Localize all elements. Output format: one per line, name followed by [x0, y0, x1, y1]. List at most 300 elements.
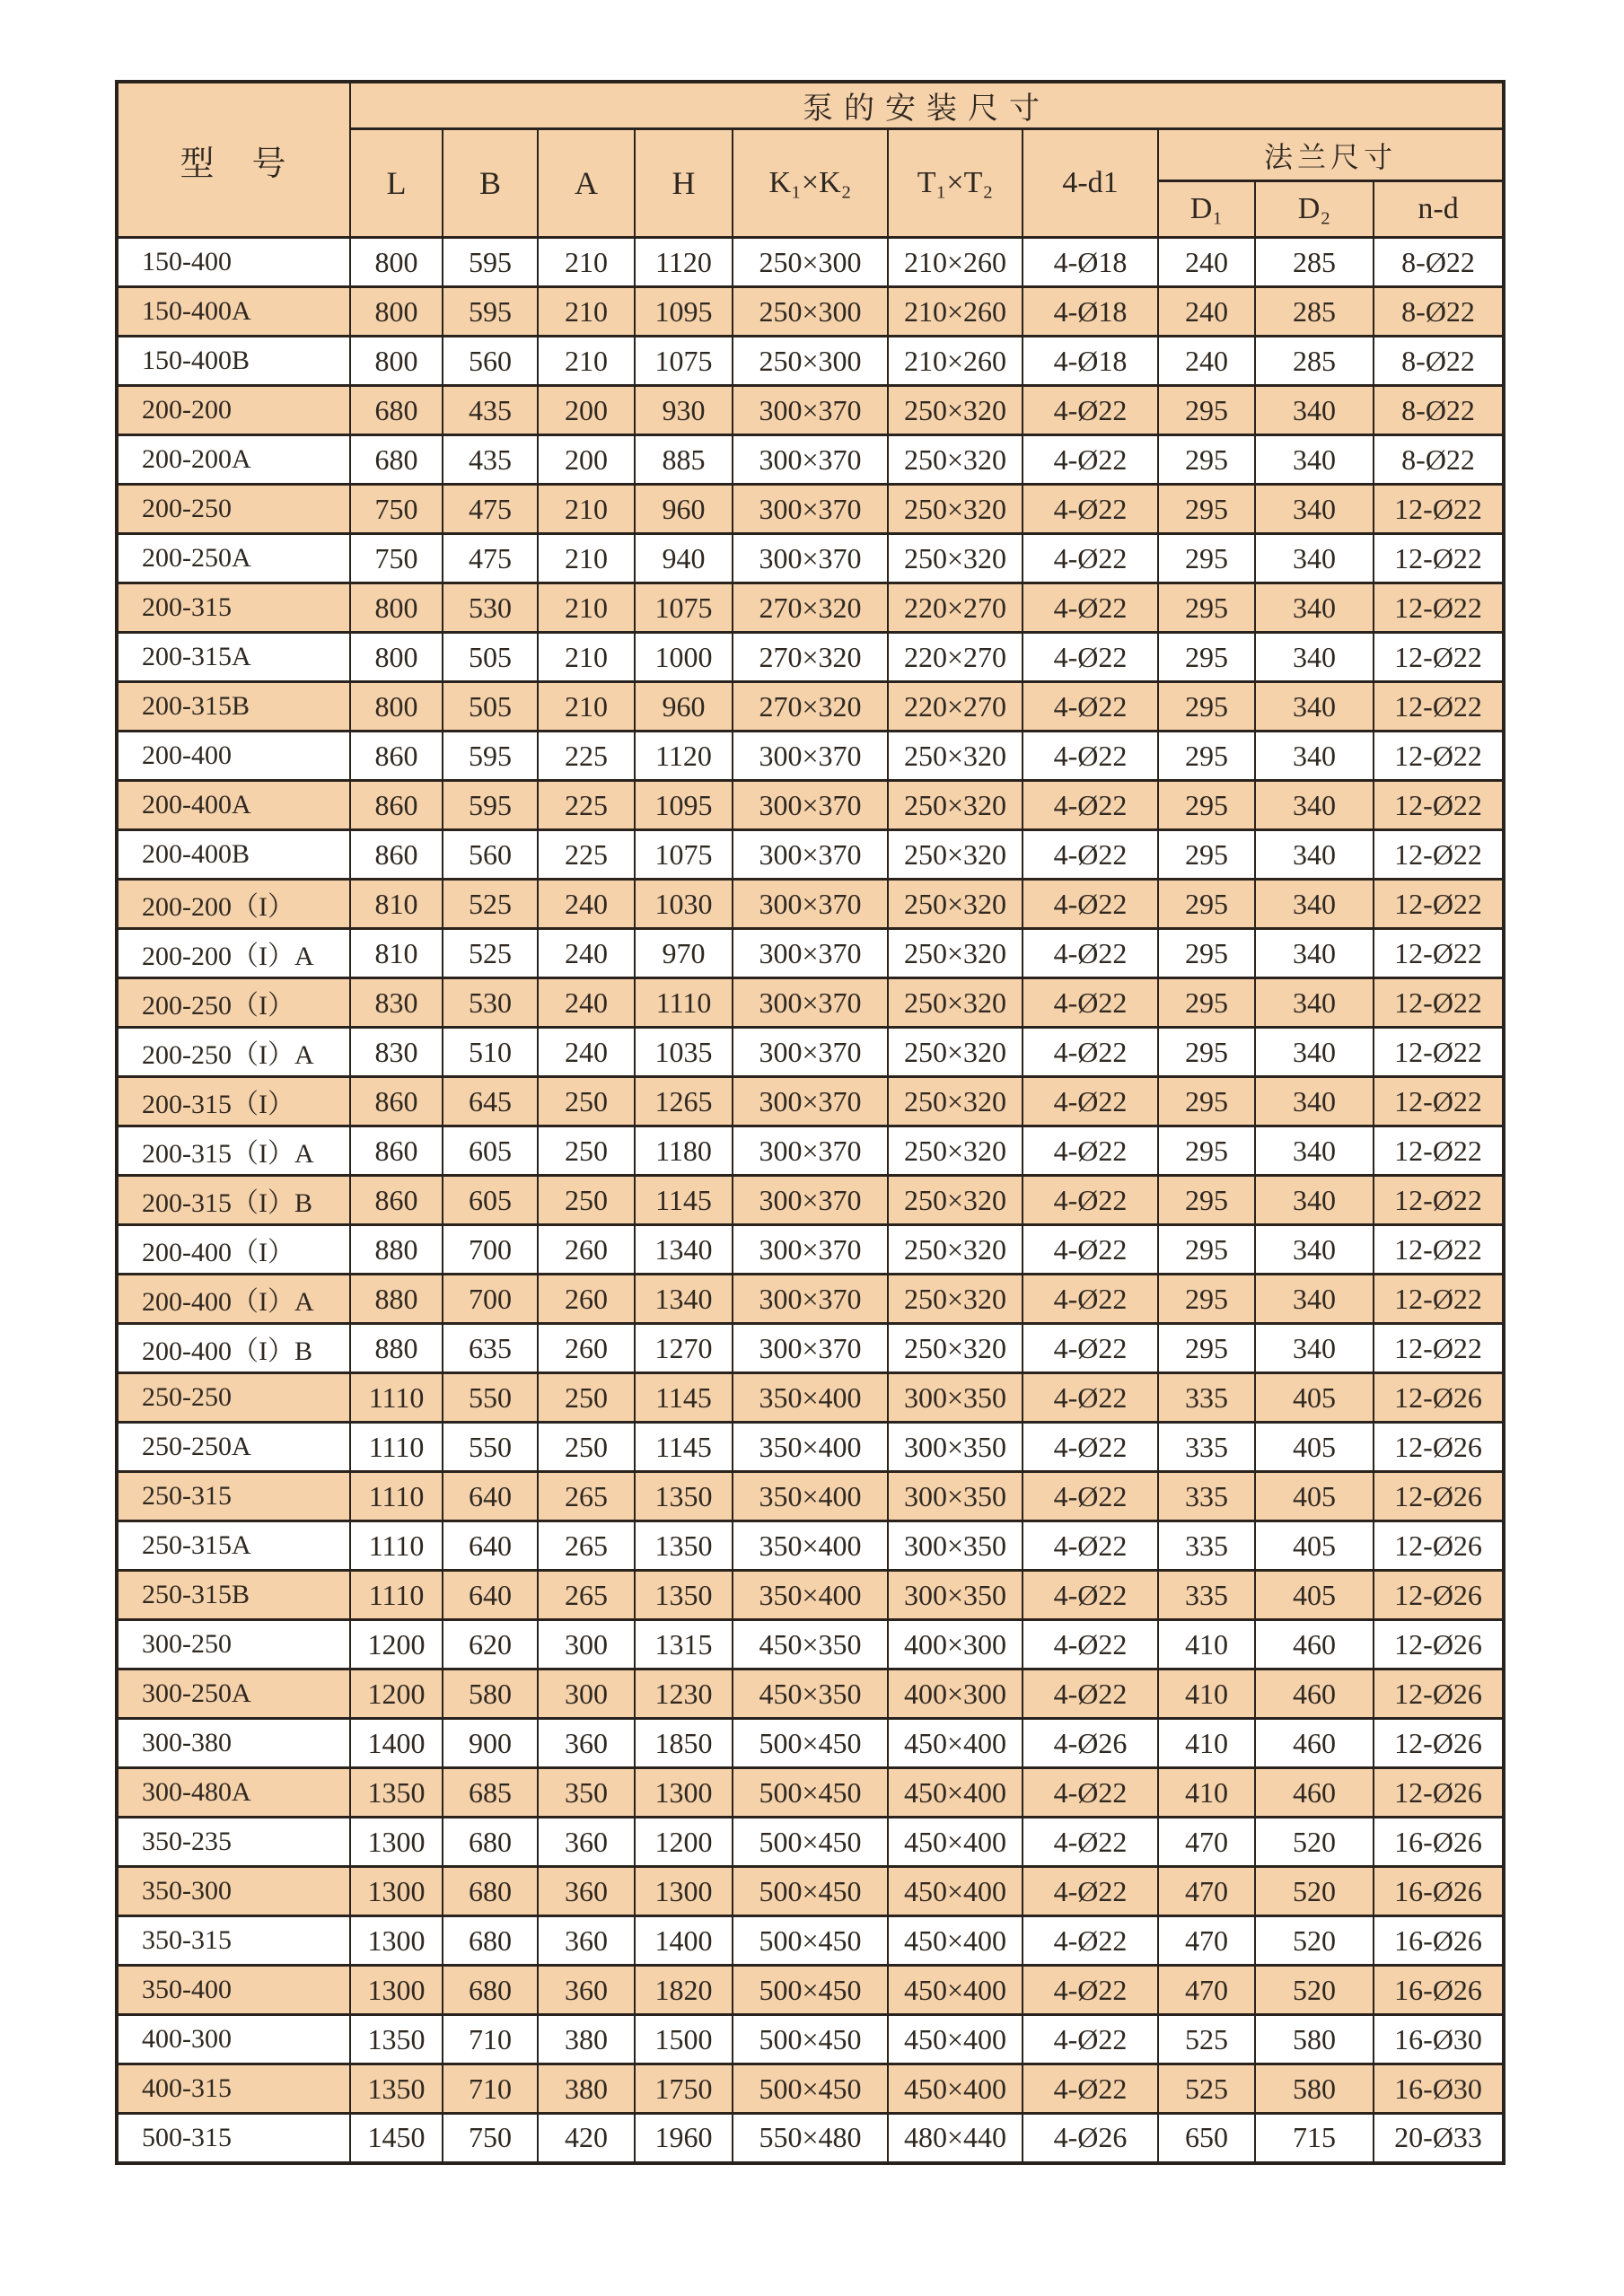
cell-D1: 410	[1158, 1768, 1255, 1818]
table-row	[117, 1028, 1504, 1077]
cell-L: 1110	[350, 1423, 443, 1472]
cell-H: 960	[635, 485, 733, 534]
cell-T1xT2: 250×320	[888, 1275, 1023, 1324]
cell-D1: 335	[1158, 1521, 1255, 1571]
cell-A: 250	[538, 1077, 635, 1126]
cell-T1xT2: 250×320	[888, 1126, 1023, 1176]
cell-4-d1: 4-Ø22	[1023, 732, 1158, 781]
cell-4-d1: 4-Ø22	[1023, 978, 1158, 1028]
cell-D1: 410	[1158, 1669, 1255, 1719]
cell-D1: 295	[1158, 830, 1255, 880]
cell-D1: 295	[1158, 534, 1255, 583]
table-row	[117, 1521, 1504, 1571]
cell-H: 1120	[635, 732, 733, 781]
cell-H: 1075	[635, 337, 733, 386]
cell-4-d1: 4-Ø22	[1023, 1768, 1158, 1818]
cell-A: 210	[538, 337, 635, 386]
header-col-B: B	[443, 129, 538, 238]
cell-D2: 340	[1255, 435, 1374, 485]
cell-H: 1400	[635, 1916, 733, 1966]
cell-n-d: 12-Ø26	[1374, 1768, 1504, 1818]
cell-B: 505	[443, 682, 538, 732]
cell-B: 525	[443, 880, 538, 929]
cell-4-d1: 4-Ø22	[1023, 1373, 1158, 1423]
cell-B: 560	[443, 830, 538, 880]
cell-B: 435	[443, 386, 538, 435]
header-row-title	[117, 82, 1504, 129]
cell-B: 700	[443, 1225, 538, 1275]
cell-H: 1075	[635, 583, 733, 633]
cell-D1: 335	[1158, 1373, 1255, 1423]
cell-A: 210	[538, 287, 635, 337]
cell-4-d1: 4-Ø22	[1023, 485, 1158, 534]
cell-H: 1000	[635, 633, 733, 682]
cell-B: 550	[443, 1423, 538, 1472]
cell-D2: 340	[1255, 1126, 1374, 1176]
cell-H: 1960	[635, 2114, 733, 2163]
cell-4-d1: 4-Ø18	[1023, 238, 1158, 287]
cell-A: 210	[538, 238, 635, 287]
cell-4-d1: 4-Ø22	[1023, 781, 1158, 830]
cell-model: 200-400（I）	[117, 1225, 350, 1275]
cell-A: 360	[538, 1818, 635, 1867]
cell-K1xK2: 250×300	[733, 287, 888, 337]
cell-D2: 405	[1255, 1373, 1374, 1423]
cell-D1: 335	[1158, 1472, 1255, 1521]
table-row	[117, 633, 1504, 682]
cell-H: 1850	[635, 1719, 733, 1768]
cell-4-d1: 4-Ø22	[1023, 1916, 1158, 1966]
cell-K1xK2: 300×370	[733, 386, 888, 435]
cell-4-d1: 4-Ø22	[1023, 1966, 1158, 2015]
cell-model: 350-315	[117, 1916, 350, 1966]
cell-D2: 285	[1255, 287, 1374, 337]
cell-n-d: 12-Ø22	[1374, 929, 1504, 978]
cell-B: 505	[443, 633, 538, 682]
cell-T1xT2: 300×350	[888, 1373, 1023, 1423]
cell-D2: 340	[1255, 534, 1374, 583]
cell-D1: 295	[1158, 880, 1255, 929]
cell-L: 1350	[350, 2064, 443, 2114]
cell-n-d: 12-Ø22	[1374, 1176, 1504, 1225]
cell-D1: 295	[1158, 732, 1255, 781]
cell-n-d: 12-Ø22	[1374, 1028, 1504, 1077]
cell-K1xK2: 270×320	[733, 682, 888, 732]
cell-B: 750	[443, 2114, 538, 2163]
cell-T1xT2: 250×320	[888, 781, 1023, 830]
cell-L: 880	[350, 1275, 443, 1324]
cell-H: 1300	[635, 1867, 733, 1916]
cell-A: 250	[538, 1176, 635, 1225]
cell-D2: 285	[1255, 337, 1374, 386]
cell-A: 210	[538, 534, 635, 583]
cell-n-d: 12-Ø22	[1374, 1324, 1504, 1373]
cell-model: 150-400	[117, 238, 350, 287]
cell-D2: 340	[1255, 386, 1374, 435]
cell-H: 1145	[635, 1176, 733, 1225]
cell-L: 1350	[350, 1768, 443, 1818]
cell-T1xT2: 250×320	[888, 485, 1023, 534]
cell-model: 200-250A	[117, 534, 350, 583]
cell-B: 680	[443, 1818, 538, 1867]
cell-model: 300-380	[117, 1719, 350, 1768]
cell-L: 1200	[350, 1669, 443, 1719]
cell-D2: 520	[1255, 1966, 1374, 2015]
cell-4-d1: 4-Ø22	[1023, 1126, 1158, 1176]
cell-D1: 295	[1158, 1275, 1255, 1324]
cell-4-d1: 4-Ø22	[1023, 1176, 1158, 1225]
cell-D1: 295	[1158, 583, 1255, 633]
cell-model: 200-200（I）A	[117, 929, 350, 978]
cell-D2: 405	[1255, 1472, 1374, 1521]
cell-model: 200-200（I）	[117, 880, 350, 929]
cell-T1xT2: 400×300	[888, 1669, 1023, 1719]
cell-D2: 460	[1255, 1620, 1374, 1669]
cell-K1xK2: 300×370	[733, 1077, 888, 1126]
cell-n-d: 12-Ø22	[1374, 1077, 1504, 1126]
cell-B: 530	[443, 583, 538, 633]
cell-A: 350	[538, 1768, 635, 1818]
cell-B: 640	[443, 1521, 538, 1571]
cell-A: 240	[538, 929, 635, 978]
cell-K1xK2: 300×370	[733, 435, 888, 485]
cell-B: 640	[443, 1571, 538, 1620]
cell-D1: 240	[1158, 287, 1255, 337]
cell-L: 1300	[350, 1916, 443, 1966]
cell-A: 380	[538, 2015, 635, 2064]
cell-T1xT2: 450×400	[888, 1867, 1023, 1916]
cell-L: 880	[350, 1324, 443, 1373]
cell-model: 400-315	[117, 2064, 350, 2114]
cell-A: 250	[538, 1423, 635, 1472]
cell-H: 970	[635, 929, 733, 978]
cell-4-d1: 4-Ø22	[1023, 386, 1158, 435]
cell-T1xT2: 250×320	[888, 929, 1023, 978]
cell-L: 1110	[350, 1472, 443, 1521]
header-col-nd: n-d	[1374, 181, 1504, 238]
cell-D2: 340	[1255, 1077, 1374, 1126]
cell-K1xK2: 350×400	[733, 1472, 888, 1521]
cell-B: 560	[443, 337, 538, 386]
header-flange-group: 法兰尺寸	[1158, 129, 1504, 181]
cell-H: 1350	[635, 1521, 733, 1571]
cell-K1xK2: 350×400	[733, 1571, 888, 1620]
cell-4-d1: 4-Ø22	[1023, 1571, 1158, 1620]
table-row	[117, 1669, 1504, 1719]
table-row	[117, 1324, 1504, 1373]
cell-T1xT2: 250×320	[888, 1324, 1023, 1373]
cell-D1: 295	[1158, 781, 1255, 830]
cell-L: 680	[350, 435, 443, 485]
cell-D2: 340	[1255, 485, 1374, 534]
cell-D2: 460	[1255, 1669, 1374, 1719]
cell-B: 605	[443, 1126, 538, 1176]
cell-D2: 580	[1255, 2064, 1374, 2114]
cell-L: 1400	[350, 1719, 443, 1768]
cell-4-d1: 4-Ø22	[1023, 1669, 1158, 1719]
cell-n-d: 8-Ø22	[1374, 337, 1504, 386]
cell-H: 1180	[635, 1126, 733, 1176]
cell-n-d: 8-Ø22	[1374, 287, 1504, 337]
cell-K1xK2: 300×370	[733, 781, 888, 830]
cell-n-d: 8-Ø22	[1374, 238, 1504, 287]
cell-L: 800	[350, 682, 443, 732]
cell-D1: 295	[1158, 1126, 1255, 1176]
cell-4-d1: 4-Ø22	[1023, 1472, 1158, 1521]
cell-A: 210	[538, 682, 635, 732]
table-row	[117, 781, 1504, 830]
cell-A: 225	[538, 732, 635, 781]
cell-B: 620	[443, 1620, 538, 1669]
cell-4-d1: 4-Ø18	[1023, 287, 1158, 337]
cell-n-d: 12-Ø26	[1374, 1719, 1504, 1768]
cell-A: 380	[538, 2064, 635, 2114]
cell-L: 1110	[350, 1373, 443, 1423]
cell-H: 1200	[635, 1818, 733, 1867]
cell-D2: 340	[1255, 1225, 1374, 1275]
table-row	[117, 1620, 1504, 1669]
cell-H: 1230	[635, 1669, 733, 1719]
cell-T1xT2: 250×320	[888, 534, 1023, 583]
cell-4-d1: 4-Ø22	[1023, 1324, 1158, 1373]
table-row	[117, 1275, 1504, 1324]
cell-model: 200-400（I）B	[117, 1324, 350, 1373]
cell-model: 500-315	[117, 2114, 350, 2163]
cell-T1xT2: 250×320	[888, 830, 1023, 880]
cell-L: 1110	[350, 1571, 443, 1620]
cell-L: 1300	[350, 1966, 443, 2015]
cell-D1: 295	[1158, 1225, 1255, 1275]
cell-D1: 240	[1158, 238, 1255, 287]
cell-L: 830	[350, 978, 443, 1028]
cell-B: 525	[443, 929, 538, 978]
cell-L: 810	[350, 880, 443, 929]
table-row	[117, 732, 1504, 781]
cell-D1: 470	[1158, 1916, 1255, 1966]
cell-D2: 340	[1255, 880, 1374, 929]
cell-D2: 340	[1255, 633, 1374, 682]
cell-A: 250	[538, 1373, 635, 1423]
cell-D1: 410	[1158, 1719, 1255, 1768]
cell-n-d: 8-Ø22	[1374, 435, 1504, 485]
cell-T1xT2: 450×400	[888, 2015, 1023, 2064]
cell-D1: 525	[1158, 2015, 1255, 2064]
cell-B: 595	[443, 732, 538, 781]
table-row	[117, 1867, 1504, 1916]
table-row	[117, 1818, 1504, 1867]
cell-A: 200	[538, 386, 635, 435]
cell-n-d: 12-Ø22	[1374, 1225, 1504, 1275]
cell-D1: 295	[1158, 485, 1255, 534]
cell-K1xK2: 300×370	[733, 534, 888, 583]
cell-T1xT2: 210×260	[888, 337, 1023, 386]
cell-D2: 340	[1255, 1324, 1374, 1373]
cell-model: 250-315B	[117, 1571, 350, 1620]
cell-4-d1: 4-Ø22	[1023, 1818, 1158, 1867]
cell-4-d1: 4-Ø22	[1023, 435, 1158, 485]
cell-A: 265	[538, 1571, 635, 1620]
cell-4-d1: 4-Ø22	[1023, 2064, 1158, 2114]
cell-L: 1300	[350, 1818, 443, 1867]
cell-model: 250-250A	[117, 1423, 350, 1472]
table-header	[117, 82, 1504, 238]
cell-B: 680	[443, 1966, 538, 2015]
table-row	[117, 1916, 1504, 1966]
cell-model: 300-480A	[117, 1768, 350, 1818]
cell-L: 830	[350, 1028, 443, 1077]
cell-model: 200-250（I）	[117, 978, 350, 1028]
cell-n-d: 12-Ø26	[1374, 1472, 1504, 1521]
cell-D2: 715	[1255, 2114, 1374, 2163]
cell-H: 1110	[635, 978, 733, 1028]
cell-A: 360	[538, 1966, 635, 2015]
cell-H: 1145	[635, 1373, 733, 1423]
cell-T1xT2: 450×400	[888, 1768, 1023, 1818]
cell-T1xT2: 250×320	[888, 435, 1023, 485]
cell-T1xT2: 450×400	[888, 2064, 1023, 2114]
table-row	[117, 1373, 1504, 1423]
cell-D2: 340	[1255, 732, 1374, 781]
cell-4-d1: 4-Ø26	[1023, 1719, 1158, 1768]
cell-4-d1: 4-Ø22	[1023, 830, 1158, 880]
cell-L: 800	[350, 287, 443, 337]
table-row	[117, 1077, 1504, 1126]
cell-A: 260	[538, 1275, 635, 1324]
cell-4-d1: 4-Ø22	[1023, 880, 1158, 929]
cell-B: 530	[443, 978, 538, 1028]
cell-H: 1340	[635, 1225, 733, 1275]
cell-T1xT2: 220×270	[888, 633, 1023, 682]
cell-model: 200-250（I）A	[117, 1028, 350, 1077]
cell-T1xT2: 250×320	[888, 732, 1023, 781]
cell-model: 150-400A	[117, 287, 350, 337]
cell-B: 595	[443, 287, 538, 337]
cell-A: 225	[538, 830, 635, 880]
cell-H: 1095	[635, 287, 733, 337]
cell-D1: 295	[1158, 682, 1255, 732]
cell-A: 360	[538, 1719, 635, 1768]
cell-T1xT2: 210×260	[888, 238, 1023, 287]
cell-n-d: 16-Ø26	[1374, 1966, 1504, 2015]
cell-n-d: 12-Ø26	[1374, 1571, 1504, 1620]
table-row	[117, 1423, 1504, 1472]
cell-n-d: 12-Ø22	[1374, 1275, 1504, 1324]
cell-K1xK2: 500×450	[733, 1768, 888, 1818]
cell-K1xK2: 250×300	[733, 238, 888, 287]
cell-L: 1110	[350, 1521, 443, 1571]
cell-model: 150-400B	[117, 337, 350, 386]
cell-H: 1350	[635, 1472, 733, 1521]
cell-model: 400-300	[117, 2015, 350, 2064]
cell-L: 860	[350, 1077, 443, 1126]
cell-model: 200-400	[117, 732, 350, 781]
cell-A: 225	[538, 781, 635, 830]
cell-A: 265	[538, 1521, 635, 1571]
cell-T1xT2: 220×270	[888, 583, 1023, 633]
cell-T1xT2: 450×400	[888, 1966, 1023, 2015]
cell-A: 300	[538, 1620, 635, 1669]
cell-D2: 340	[1255, 978, 1374, 1028]
cell-K1xK2: 500×450	[733, 2064, 888, 2114]
cell-A: 360	[538, 1916, 635, 1966]
cell-L: 860	[350, 1126, 443, 1176]
cell-D2: 580	[1255, 2015, 1374, 2064]
table-row	[117, 583, 1504, 633]
table-row	[117, 2114, 1504, 2163]
cell-D1: 335	[1158, 1571, 1255, 1620]
cell-L: 750	[350, 485, 443, 534]
cell-K1xK2: 300×370	[733, 1176, 888, 1225]
cell-H: 930	[635, 386, 733, 435]
cell-4-d1: 4-Ø22	[1023, 1867, 1158, 1916]
table-row	[117, 1719, 1504, 1768]
cell-B: 595	[443, 781, 538, 830]
cell-K1xK2: 270×320	[733, 633, 888, 682]
cell-A: 240	[538, 978, 635, 1028]
table-row	[117, 238, 1504, 287]
cell-n-d: 20-Ø33	[1374, 2114, 1504, 2163]
header-col-H: H	[635, 129, 733, 238]
cell-D2: 520	[1255, 1867, 1374, 1916]
table-row	[117, 1126, 1504, 1176]
cell-4-d1: 4-Ø22	[1023, 1620, 1158, 1669]
table-row	[117, 2064, 1504, 2114]
cell-H: 885	[635, 435, 733, 485]
table-row	[117, 534, 1504, 583]
cell-K1xK2: 300×370	[733, 1225, 888, 1275]
cell-T1xT2: 250×320	[888, 1077, 1023, 1126]
cell-K1xK2: 250×300	[733, 337, 888, 386]
cell-K1xK2: 300×370	[733, 830, 888, 880]
cell-model: 200-200A	[117, 435, 350, 485]
cell-n-d: 12-Ø22	[1374, 781, 1504, 830]
cell-model: 300-250A	[117, 1669, 350, 1719]
cell-K1xK2: 270×320	[733, 583, 888, 633]
cell-B: 475	[443, 485, 538, 534]
cell-n-d: 12-Ø22	[1374, 732, 1504, 781]
table-row	[117, 830, 1504, 880]
cell-L: 1300	[350, 1867, 443, 1916]
cell-n-d: 16-Ø26	[1374, 1867, 1504, 1916]
cell-B: 580	[443, 1669, 538, 1719]
cell-n-d: 12-Ø26	[1374, 1669, 1504, 1719]
cell-A: 420	[538, 2114, 635, 2163]
cell-H: 1750	[635, 2064, 733, 2114]
cell-D1: 295	[1158, 978, 1255, 1028]
cell-n-d: 12-Ø26	[1374, 1373, 1504, 1423]
cell-K1xK2: 450×350	[733, 1620, 888, 1669]
cell-B: 710	[443, 2015, 538, 2064]
cell-B: 435	[443, 435, 538, 485]
cell-model: 200-315（I）	[117, 1077, 350, 1126]
cell-4-d1: 4-Ø22	[1023, 633, 1158, 682]
cell-H: 1270	[635, 1324, 733, 1373]
cell-B: 605	[443, 1176, 538, 1225]
table-row	[117, 1176, 1504, 1225]
cell-n-d: 12-Ø22	[1374, 583, 1504, 633]
cell-B: 685	[443, 1768, 538, 1818]
cell-model: 200-200	[117, 386, 350, 435]
cell-4-d1: 4-Ø22	[1023, 929, 1158, 978]
table-row	[117, 485, 1504, 534]
cell-T1xT2: 250×320	[888, 880, 1023, 929]
cell-H: 1350	[635, 1571, 733, 1620]
cell-K1xK2: 500×450	[733, 1818, 888, 1867]
header-col-L: L	[350, 129, 443, 238]
cell-model: 200-315A	[117, 633, 350, 682]
cell-A: 360	[538, 1867, 635, 1916]
cell-D2: 340	[1255, 1028, 1374, 1077]
